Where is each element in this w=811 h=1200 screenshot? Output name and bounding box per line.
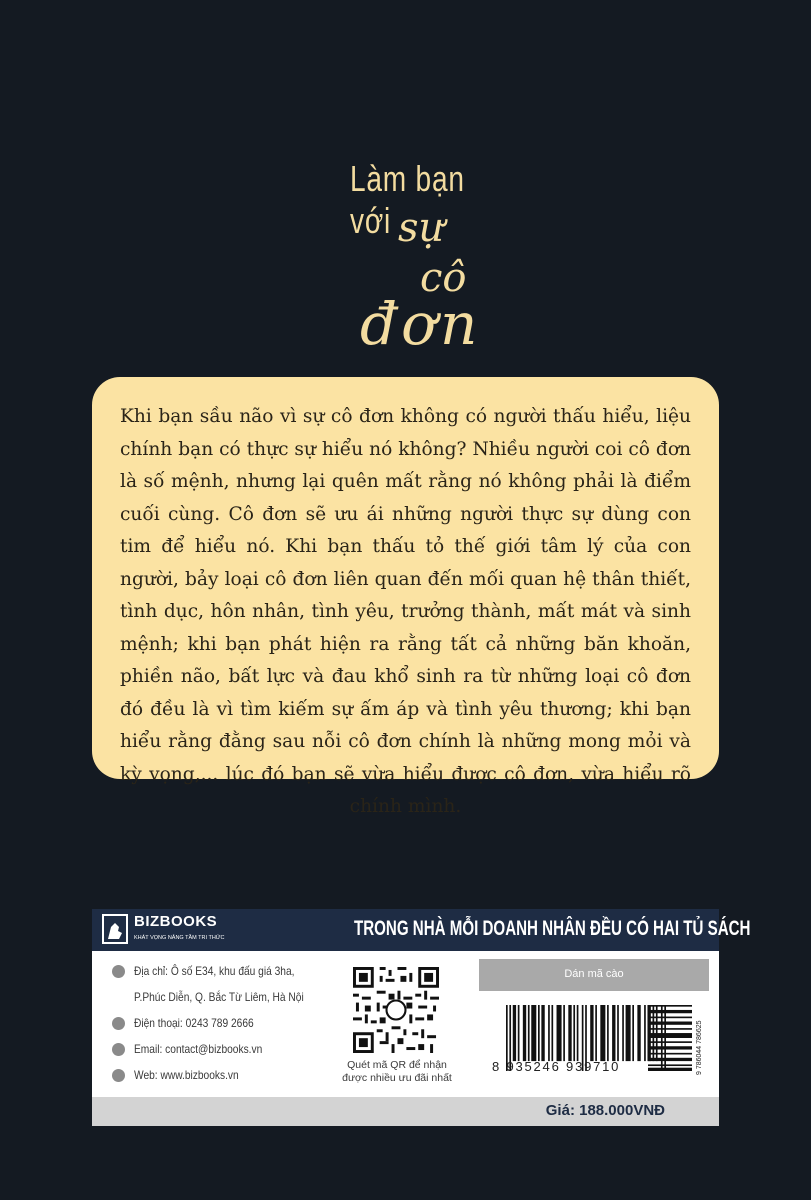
contact-email [112, 1042, 332, 1066]
address-line-2: P.Phúc Diễn, Q. Bắc Từ Liêm, Hà Nội [134, 990, 304, 1004]
email-icon [112, 1043, 125, 1056]
logo-tagline: KHÁT VỌNG NÂNG TẦM TRI THỨC [134, 935, 225, 941]
barcode-secondary [648, 1005, 692, 1071]
price: Giá: 188.000VNĐ [545, 1102, 665, 1119]
phone-text: Điện thoại: 0243 789 2666 [134, 1016, 254, 1030]
title-word-su: sự [398, 205, 445, 251]
price-bar [92, 1097, 719, 1126]
phone-icon [112, 1017, 125, 1030]
contact-web [112, 1068, 332, 1092]
title-word-co: cô [420, 255, 467, 301]
blurb-text: Khi bạn sầu não vì sự cô đơn không có người thấu hiểu, liệu chính bạn có thực sự hiểu nó không? Nhiều người coi cô đơn là số mệnh, nhưng lại quên mất rằng nó không phải là điểm cuối cùng. Cô đơn sẽ ưu ái những người thực sự dùng con tim để hiểu nó. Khi bạn thấu tỏ thế giới tâm lý của con người, bảy loại cô đơn liên quan đến mối quan hệ thân thiết, tình dục, hôn nhân, tình yêu, trưởng thành, mất mát và sinh mệnh; khi bạn phát hiện ra rằng tất cả những băn khoăn, phiền não, bất lực và đau khổ sinh ra từ những loại cô đơn đó đều là vì tìm kiếm sự ấm áp và tình yêu thương; khi bạn hiểu rằng đằng sau nỗi cô đơn chính là những mong mỏi và kỳ vọng,... lúc đó bạn sẽ vừa hiểu được cô đơn, vừa hiểu rõ chính mình. [120, 406, 691, 817]
web-text: Web: www.bizbooks.vn [134, 1068, 239, 1082]
contact-address [112, 964, 332, 988]
publisher-header [92, 909, 751, 951]
publisher-slogan: TRONG NHÀ MỖI DOANH NHÂN ĐỀU CÓ HAI TỦ SÁCH [354, 917, 751, 940]
blurb-box [92, 377, 719, 817]
scratch-code-area [479, 959, 709, 991]
contact-phone [112, 1016, 332, 1040]
bizbooks-logo [102, 913, 242, 947]
title-word-don: đơn [360, 290, 482, 358]
publisher-panel [92, 909, 751, 1126]
address-line-1: Địa chỉ: Ô số E34, khu đấu giá 3ha, [134, 964, 295, 978]
email-text: Email: contact@bizbooks.vn [134, 1042, 263, 1056]
contact-list [112, 964, 332, 1084]
book-title [330, 150, 550, 358]
contact-address-2 [112, 990, 332, 1014]
logo-name: BIZBOOKS [134, 913, 218, 930]
isbn-vertical: 9 786044 786625 [696, 1020, 703, 1075]
title-line-1: Làm bạn với [350, 158, 465, 241]
isbn-number: 8 935246 939710 [492, 1059, 621, 1074]
logo-mark-icon [102, 914, 128, 944]
qr-caption: Quét mã QR để nhận được nhiều ưu đãi nhất [342, 1059, 452, 1084]
qr-code [353, 967, 439, 1053]
scratch-label: Dán mã cào [564, 968, 624, 980]
globe-icon [112, 1069, 125, 1082]
location-icon [112, 965, 125, 978]
